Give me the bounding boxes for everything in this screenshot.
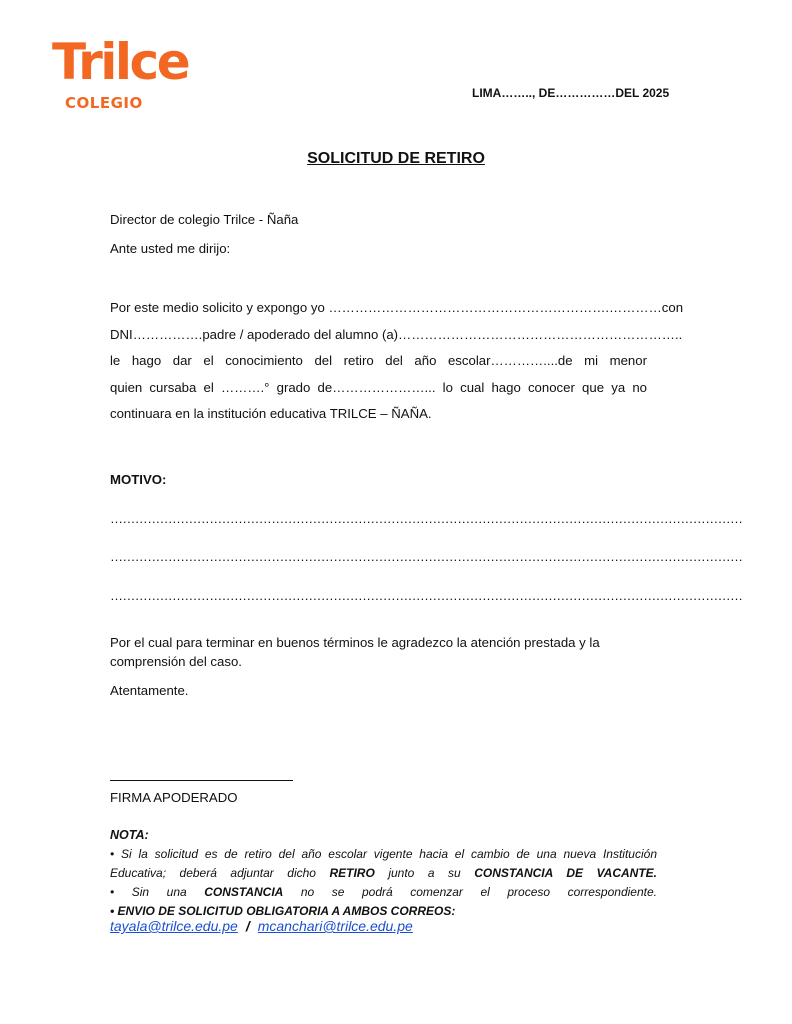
motivo-line-1: ……………………………………………………………………………………………………………………………………… (110, 511, 743, 526)
logo-wordmark: Trilce (52, 33, 189, 91)
date-line: LIMA…….., DE……………DEL 2025 (472, 86, 670, 100)
nota-line-3 (110, 883, 657, 902)
motivo-label: MOTIVO: (110, 472, 167, 487)
body-line-5: continuara en la institución educativa TRILCE – ÑAÑA. (110, 406, 432, 421)
nota-text: junto a su (374, 866, 475, 880)
nota-line-4: • ENVIO DE SOLICITUD OBLIGATORIA A AMBOS CORREOS: (110, 904, 456, 918)
nota-constancia-vacante: CONSTANCIA DE VACANTE. (474, 866, 657, 880)
body-line-4: quien cursaba el ……….° grado de…………………... lo cual hago conocer que ya no (110, 380, 647, 395)
logo-subtitle: COLEGIO (65, 94, 143, 112)
motivo-line-3: ……………………………………………………………………………………………………………………………………… (110, 588, 743, 603)
signature-line (110, 780, 293, 781)
email-separator: / (245, 918, 250, 934)
greeting-recipient: Director de colegio Trilce - Ñaña (110, 212, 299, 227)
signature-label: FIRMA APODERADO (110, 790, 238, 805)
nota-text: Educativa; deberá adjuntar dicho (110, 866, 330, 880)
nota-line-1: • Si la solicitud es de retiro del año escolar vigente hacia el cambio de una nueva Institución (110, 847, 657, 861)
nota-heading: NOTA: (110, 828, 149, 842)
nota-retiro: RETIRO (329, 866, 375, 880)
trilce-logo (52, 34, 202, 116)
motivo-line-2: ……………………………………………………………………………………………………………………………………… (110, 549, 743, 564)
email-link-tayala[interactable]: tayala@trilce.edu.pe (110, 918, 238, 934)
page-title: SOLICITUD DE RETIRO (307, 150, 485, 167)
nota-line-2 (110, 864, 657, 883)
closing-paragraph: Por el cual para terminar en buenos términos le agradezco la atención prestada y la comprensión del caso. (110, 635, 600, 669)
closing-regards: Atentamente. (110, 683, 189, 698)
body-line-1: Por este medio solicito y expongo yo ……………………………………………………….…………con (110, 300, 684, 315)
body-line-2: DNI…………….padre / apoderado del alumno (a)……………………………………………………….. (110, 327, 683, 342)
nota-text: no se podrá comenzar el proceso correspondiente. (283, 885, 657, 899)
body-line-3: le hago dar el conocimiento del retiro del año escolar…………....de mi menor (110, 353, 647, 368)
nota-constancia: CONSTANCIA (204, 885, 284, 899)
greeting-salutation: Ante usted me dirijo: (110, 241, 231, 256)
nota-text: • Sin una (110, 885, 205, 899)
email-link-mcanchari[interactable]: mcanchari@trilce.edu.pe (257, 918, 413, 934)
email-links (110, 918, 413, 934)
